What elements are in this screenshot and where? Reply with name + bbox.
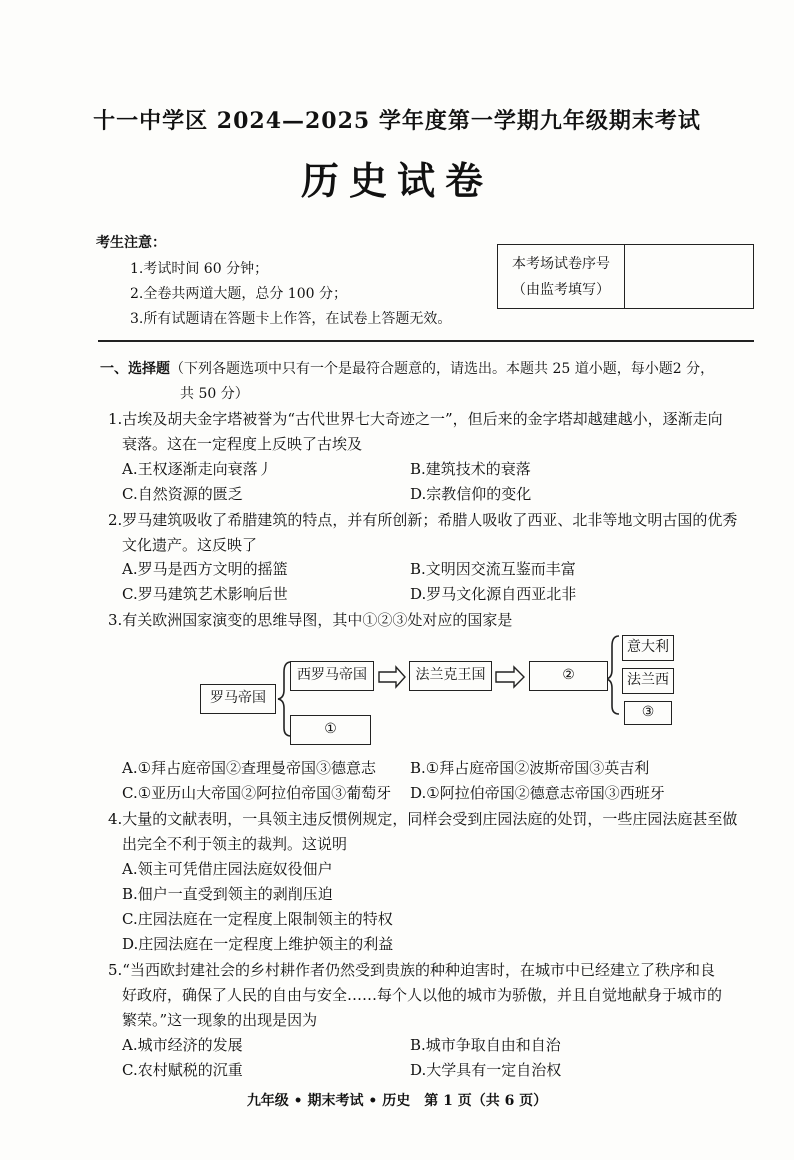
- page-footer: 九年级 • 期末考试 • 历史 第 1 页（共 6 页）: [246, 1093, 548, 1109]
- question-5-option-c[interactable]: C.农村赋税的沉重: [122, 1061, 243, 1079]
- seat-label-line: 本考场试卷序号: [512, 256, 610, 272]
- question-4-option-a[interactable]: A.领主可凭借庄园法庭奴役佃户: [122, 860, 333, 878]
- question-3-option-d[interactable]: D.①阿拉伯帝国②德意志帝国③西班牙: [410, 784, 665, 802]
- diagram-node-italy: 意大利: [622, 635, 674, 661]
- question-4-option-b[interactable]: B.佃户一直受到领主的剥削压迫: [122, 885, 333, 903]
- question-2-line: 2.罗马建筑吸收了希腊建筑的特点，并有所创新；希腊人吸收了西亚、北非等地文明古国的优秀: [108, 511, 738, 529]
- question-1-option-c[interactable]: C.自然资源的匮乏: [122, 485, 243, 503]
- diagram-node-blank-3: ③: [624, 701, 672, 725]
- question-5-line: 好政府，确保了人民的自由与安全……每个人以他的城市为骄傲，并且自觉地献身于城市的: [122, 986, 723, 1004]
- diagram-node-blank-2: ②: [529, 661, 608, 691]
- notice-heading: 考生注意：: [96, 235, 166, 251]
- question-2-line: 文化遗产。这反映了: [122, 536, 258, 554]
- arrow-icon: [379, 667, 405, 687]
- question-4-option-d[interactable]: D.庄园法庭在一定程度上维护领主的利益: [122, 935, 394, 953]
- section-title: 一、选择题: [100, 361, 170, 377]
- question-3-line: 3.有关欧洲国家演变的思维导图，其中①②③处对应的国家是: [108, 611, 513, 629]
- notice-item: 3.所有试题请在答题卡上作答，在试卷上答题无效。: [130, 311, 452, 327]
- question-5-option-d[interactable]: D.大学具有一定自治权: [410, 1061, 562, 1079]
- question-1-line: 衰落。这在一定程度上反映了古埃及: [122, 435, 363, 453]
- question-3-option-c[interactable]: C.①亚历山大帝国②阿拉伯帝国③葡萄牙: [122, 784, 392, 802]
- diagram-node-west-rome: 西罗马帝国: [290, 661, 374, 691]
- question-1-option-b[interactable]: B.建筑技术的衰落: [410, 460, 531, 478]
- question-2-option-a[interactable]: A.罗马是西方文明的摇篮: [122, 560, 288, 578]
- question-4-line: 出完全不利于领主的裁判。这说明: [122, 835, 348, 853]
- question-5-option-b[interactable]: B.城市争取自由和自治: [410, 1036, 561, 1054]
- question-1-option-d[interactable]: D.宗教信仰的变化: [410, 485, 532, 503]
- seat-label-line: （由监考填写）: [512, 282, 610, 298]
- question-3-option-b[interactable]: B.①拜占庭帝国②波斯帝国③英吉利: [410, 759, 650, 777]
- question-1-option-a[interactable]: A.王权逐渐走向衰落丿: [122, 460, 273, 478]
- subject-title: 历史试卷: [300, 158, 493, 203]
- notice-item: 2.全卷共两道大题，总分 100 分；: [130, 286, 347, 302]
- arrow-icon: [496, 667, 524, 687]
- diagram-node-root: 罗马帝国: [200, 684, 276, 714]
- question-5-line: 5.“当西欧封建社会的乡村耕作者仍然受到贵族的种种迫害时，在城市中已经建立了秩序和良: [108, 961, 715, 979]
- question-3-option-a[interactable]: A.①拜占庭帝国②查理曼帝国③德意志: [122, 759, 377, 777]
- question-2-option-d[interactable]: D.罗马文化源自西亚北非: [410, 585, 577, 603]
- exam-title: 十一中学区 2024—2025 学年度第一学期九年级期末考试: [93, 108, 701, 134]
- section-desc: （下列各题选项中只有一个是最符合题意的，请选出。本题共 25 道小题，每小题2 分，: [170, 361, 715, 377]
- question-4-line: 4.大量的文献表明，一具领主违反惯例规定，同样会受到庄园法庭的处罚，一些庄园法庭甚至做: [108, 810, 738, 828]
- question-2-option-c[interactable]: C.罗马建筑艺术影响后世: [122, 585, 288, 603]
- diagram-node-frankish: 法兰克王国: [409, 661, 492, 691]
- notice-item: 1.考试时间 60 分钟；: [130, 261, 269, 277]
- question-5-option-a[interactable]: A.城市经济的发展: [122, 1036, 243, 1054]
- question-4-option-c[interactable]: C.庄园法庭在一定程度上限制领主的特权: [122, 910, 393, 928]
- question-2-option-b[interactable]: B.文明因交流互鉴而丰富: [410, 560, 576, 578]
- section-desc-cont: 共 50 分）: [180, 386, 249, 402]
- question-1-line: 1.古埃及胡夫金字塔被誉为“古代世界七大奇迹之一”，但后来的金字塔却越建越小，逐渐走向: [108, 410, 723, 428]
- diagram-node-france: 法兰西: [622, 668, 674, 694]
- diagram-node-blank-1: ①: [290, 715, 371, 745]
- question-5-line: 繁荣。”这一现象的出现是因为: [122, 1011, 318, 1029]
